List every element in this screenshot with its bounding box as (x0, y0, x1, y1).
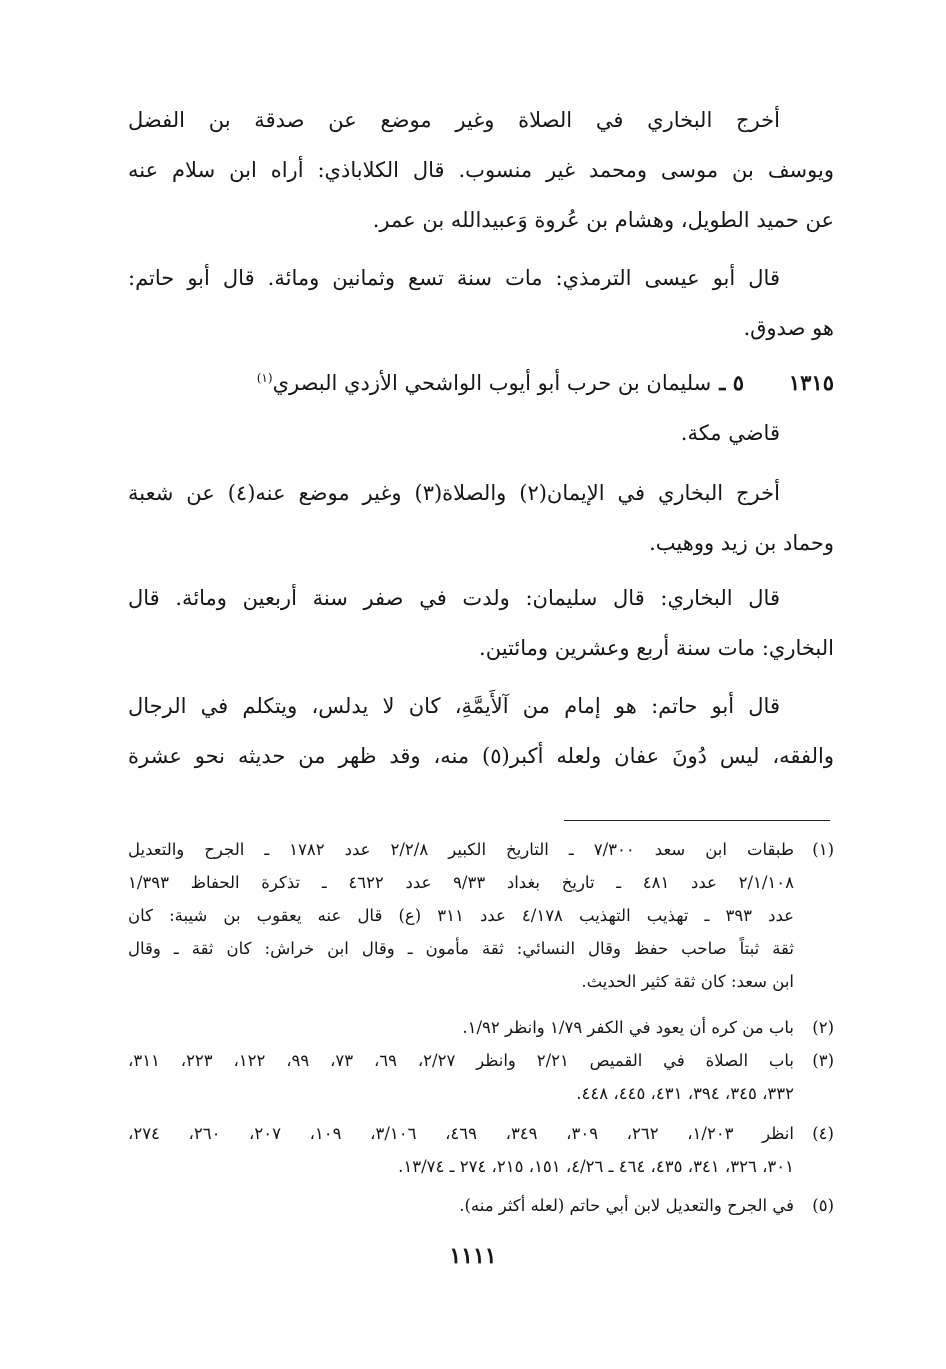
footnote-line: ٣٣٢، ٣٤٥، ٣٩٤، ٤٣١، ٤٤٥، ٤٤٨. (576, 1084, 794, 1103)
footnote-text: في الجرح والتعديل لابن أبي حاتم (لعله أكثر منه). (459, 1196, 794, 1215)
text-line: البخاري: مات سنة أربع وعشرين ومائتين. (479, 636, 834, 660)
footnote-line: ابن سعد: كان ثقة كثير الحديث. (581, 972, 794, 991)
text-line: هو صدوق. (743, 316, 834, 340)
footnote-line (128, 833, 834, 866)
footnote-line (128, 1044, 834, 1077)
footnote-text: انظر ١/٢٠٣، ٢٦٢، ٣٠٩، ٣٤٩، ٤٦٩، ٣/١٠٦، ١٠٩، ٢٠٧، ٢٦٠، ٢٧٤، (128, 1124, 794, 1143)
footnote-line (128, 1117, 834, 1150)
text-line: عن حميد الطويل، وهشام بن عُروة وَعبيدالله بن عمر. (372, 208, 834, 232)
footnote-line: عدد ٣٩٣ ـ تهذيب التهذيب ٤/١٧٨ عدد ٣١١ (ع) قال عنه يعقوب بن شيبة: كان (128, 906, 794, 925)
text-line: أخرج البخاري في الإيمان(٢) والصلاة(٣) وغير موضع عنه(٤) عن شعبة (128, 481, 780, 505)
text-line: قال البخاري: قال سليمان: ولدت في صفر سنة أربعين ومائة. قال (128, 586, 780, 610)
entry-number: ١٣١٥ (788, 370, 834, 395)
page-number: ١١١١ (449, 1243, 497, 1269)
footnote-marker: (٣) (812, 1051, 834, 1070)
text-line: والفقه، ليس دُونَ عفان ولعله أكبر(٥) منه، وقد ظهر من حديثه نحو عشرة (128, 744, 834, 768)
entry-title: سليمان بن حرب أبو أيوب الواشحي الأزدي البصري (272, 371, 712, 395)
footnote-ref: (١) (256, 371, 273, 385)
text-line: ويوسف بن موسى ومحمد غير منسوب. قال الكلاباذي: أراه ابن سلام عنه (128, 158, 834, 182)
footnote-marker: (٢) (812, 1018, 834, 1037)
footnote-line: ٣٠١، ٣٢٦، ٣٤١، ٤٣٥، ٤٦٤ ـ ٤/٢٦، ١٥١، ٢١٥، ٢٧٤ ـ ١٣/٧٤. (398, 1157, 794, 1176)
footnote-text: باب الصلاة في القميص ٢/٢١ وانظر ٢/٢٧، ٦٩، ٧٣، ٩٩، ١٢٢، ٢٢٣، ٣١١، (128, 1051, 794, 1070)
footnote-text: طبقات ابن سعد ٧/٣٠٠ ـ التاريخ الكبير ٢/٢/٨ عدد ١٧٨٢ ـ الجرح والتعديل (128, 840, 795, 859)
entry-heading (128, 361, 834, 405)
footnote-line (128, 1189, 834, 1222)
text-line: قال أبو حاتم: هو إمام من آلأَيمَّةِ، كان لا يدلس، ويتكلم في الرجال (128, 694, 780, 718)
main-text (128, 98, 834, 778)
footnote-line: ٢/١/١٠٨ عدد ٤٨١ ـ تاريخ بغداد ٩/٣٣ عدد ٤٦٢٢ ـ تذكرة الحفاظ ١/٣٩٣ (128, 873, 795, 892)
text-line: أخرج البخاري في الصلاة وغير موضع عن صدقة بن الفضل (128, 108, 780, 132)
text-line: وحماد بن زيد ووهيب. (649, 531, 834, 555)
entry-subnumber: ٥ ـ (719, 370, 744, 395)
footnote-line: ثقة ثبتاً صاحب حفظ وقال النسائي: ثقة مأمون ـ وقال ابن خراش: كان ثقة ـ وقال (128, 939, 794, 958)
footnote-text: باب من كره أن يعود في الكفر ١/٧٩ وانظر ١/٩٢. (462, 1018, 794, 1037)
text-line: قال أبو عيسى الترمذي: مات سنة تسع وثمانين ومائة. قال أبو حاتم: (128, 266, 780, 290)
footnote-marker: (٤) (812, 1124, 834, 1143)
footnote-marker: (٥) (812, 1196, 834, 1215)
text-line: قاضي مكة. (680, 421, 780, 445)
footnote-line (128, 1011, 834, 1044)
footnotes (128, 833, 834, 1223)
footnote-divider (564, 820, 830, 821)
footnote-marker: (١) (812, 840, 835, 859)
